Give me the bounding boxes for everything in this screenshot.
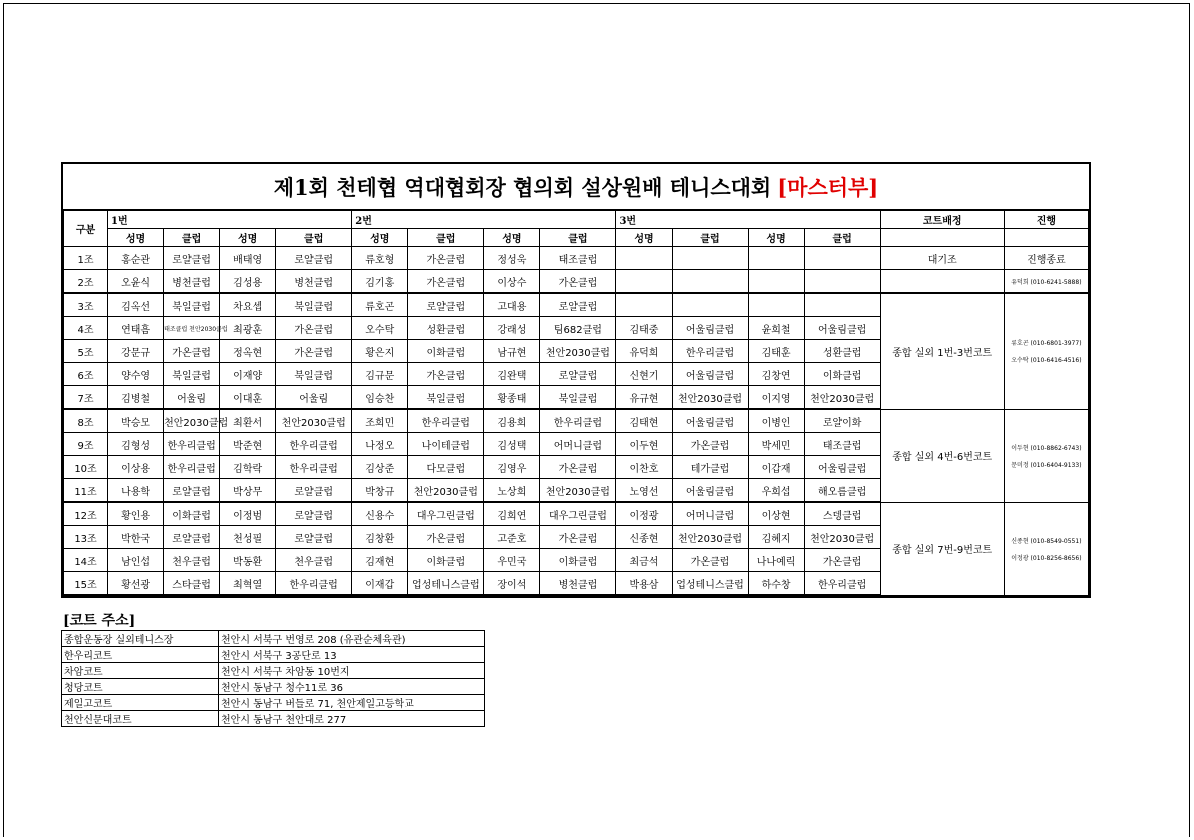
header-blank	[1004, 229, 1088, 247]
player-name: 고대용	[484, 293, 540, 317]
player-club: 천우클럽	[276, 549, 352, 572]
player-name: 김규문	[352, 363, 408, 386]
player-club: 가온클럽	[672, 549, 748, 572]
player-club: 가온클럽	[804, 549, 880, 572]
player-name: 박승모	[108, 409, 164, 433]
player-name: 최환서	[220, 409, 276, 433]
header-court-1: 1번	[108, 211, 352, 229]
player-club: 업성테니스클럽	[672, 572, 748, 596]
player-club: 로얄클럽	[276, 479, 352, 503]
court-place: 제일고코트	[62, 695, 219, 711]
player-club: 천안2030클럽	[164, 409, 220, 433]
player-name: 신종현	[616, 526, 672, 549]
player-club: 어울림클럽	[804, 317, 880, 340]
header-name: 성명	[616, 229, 672, 247]
player-club: 가온클럽	[408, 247, 484, 270]
player-name: 황은지	[352, 340, 408, 363]
header-group: 구분	[64, 211, 108, 247]
player-name: 유덕희	[616, 340, 672, 363]
player-club: 로얄이화	[804, 409, 880, 433]
group-label: 14조	[64, 549, 108, 572]
player-name: 이정범	[220, 502, 276, 526]
player-name: 배태영	[220, 247, 276, 270]
header-progress: 진행	[1004, 211, 1088, 229]
table-row	[64, 247, 1089, 270]
group-label: 6조	[64, 363, 108, 386]
player-club: 천안2030클럽	[540, 340, 616, 363]
header-club: 클럽	[540, 229, 616, 247]
court-address: 천안시 서북구 번영로 208 (유관순체육관)	[219, 631, 485, 647]
player-name: 하수창	[748, 572, 804, 596]
court-place: 차암코트	[62, 663, 219, 679]
player-club: 어울림클럽	[672, 317, 748, 340]
player-name: 류호곤	[352, 293, 408, 317]
player-name: 남인섭	[108, 549, 164, 572]
player-name: 신용수	[352, 502, 408, 526]
player-club: 로얄클럽	[276, 247, 352, 270]
contact-line: 이두현 (010-8862-6743)	[1011, 444, 1082, 452]
progress-contacts-g3	[1004, 409, 1088, 502]
player-club: 이화클럽	[408, 340, 484, 363]
group-label: 2조	[64, 270, 108, 294]
player-name	[616, 293, 672, 317]
player-name: 김태훈	[748, 340, 804, 363]
player-club: 한우리클럽	[276, 456, 352, 479]
player-club: 한우리클럽	[672, 340, 748, 363]
player-club: 로얄클럽	[276, 502, 352, 526]
player-club: 테가클럽	[672, 456, 748, 479]
player-name: 박세민	[748, 433, 804, 456]
contact-line: 류호곤 (010-6801-3977)	[1011, 340, 1082, 348]
player-name: 김용희	[484, 409, 540, 433]
player-name: 황종태	[484, 386, 540, 410]
player-name: 김병철	[108, 386, 164, 410]
player-club: 가온클럽	[164, 340, 220, 363]
player-name: 황인용	[108, 502, 164, 526]
address-row	[62, 647, 485, 663]
court-address: 천안시 동남구 천안대로 277	[219, 711, 485, 727]
contact-line: 오수탁 (010-6416-4516)	[1011, 357, 1082, 365]
player-club: 어울림클럽	[672, 479, 748, 503]
player-name: 김태현	[616, 409, 672, 433]
court-place: 천안신문대코트	[62, 711, 219, 727]
player-club: 어울림	[276, 386, 352, 410]
court-address: 천안시 서북구 차암동 10번지	[219, 663, 485, 679]
player-club: 태조클럽 천안2030클럽	[164, 317, 220, 340]
player-name: 이찬호	[616, 456, 672, 479]
group-label: 3조	[64, 293, 108, 317]
player-club: 한우리클럽	[540, 409, 616, 433]
player-name: 이재양	[220, 363, 276, 386]
player-name: 노상희	[484, 479, 540, 503]
player-name: 김기홍	[352, 270, 408, 294]
player-name: 이지영	[748, 386, 804, 410]
player-club: 어울림클럽	[804, 456, 880, 479]
table-row	[64, 502, 1089, 526]
player-name: 김완택	[484, 363, 540, 386]
court-place: 한우리코트	[62, 647, 219, 663]
player-club: 천안2030클럽	[540, 479, 616, 503]
player-name: 오윤식	[108, 270, 164, 294]
player-club: 업성테니스클럽	[408, 572, 484, 596]
player-name: 강문규	[108, 340, 164, 363]
progress-contacts-g4	[1004, 502, 1088, 595]
player-club: 어울림클럽	[672, 409, 748, 433]
player-name: 최금석	[616, 549, 672, 572]
player-club: 성환클럽	[804, 340, 880, 363]
player-club: 가온클럽	[276, 317, 352, 340]
player-club: 로얄클럽	[540, 363, 616, 386]
header-name: 성명	[352, 229, 408, 247]
player-club	[804, 270, 880, 294]
player-club: 한우리클럽	[408, 409, 484, 433]
player-club: 천안2030클럽	[672, 526, 748, 549]
player-name: 차요셉	[220, 293, 276, 317]
player-club: 로얄클럽	[164, 479, 220, 503]
player-club: 태조클럽	[540, 247, 616, 270]
court-assign-g1: 대기조	[880, 247, 1004, 270]
player-club	[672, 247, 748, 270]
player-name: 최광훈	[220, 317, 276, 340]
player-club: 다모클럽	[408, 456, 484, 479]
player-club: 이화클럽	[540, 549, 616, 572]
header-club: 클럽	[164, 229, 220, 247]
player-name: 양수영	[108, 363, 164, 386]
player-name: 노영선	[616, 479, 672, 503]
player-club: 한우리클럽	[276, 433, 352, 456]
player-club: 가온클럽	[540, 526, 616, 549]
player-club: 로얄클럽	[408, 293, 484, 317]
player-name: 이정광	[616, 502, 672, 526]
contact-line: 신종현 (010-8549-0551)	[1011, 537, 1082, 545]
player-name: 이상용	[108, 456, 164, 479]
player-name: 김태중	[616, 317, 672, 340]
player-name: 우민국	[484, 549, 540, 572]
player-club: 천안2030클럽	[672, 386, 748, 410]
header-name: 성명	[220, 229, 276, 247]
court-assign-g4: 종합 실외 7번-9번코트	[880, 502, 1004, 595]
group-label: 10조	[64, 456, 108, 479]
player-club	[672, 270, 748, 294]
player-name: 최혁열	[220, 572, 276, 596]
player-name	[616, 247, 672, 270]
player-name: 고준호	[484, 526, 540, 549]
player-club: 어머니클럽	[540, 433, 616, 456]
address-row	[62, 679, 485, 695]
progress-status-g1: 진행종료	[1004, 247, 1088, 270]
player-name: 이재갑	[352, 572, 408, 596]
player-club: 천안2030클럽	[408, 479, 484, 503]
player-club	[804, 247, 880, 270]
address-row	[62, 663, 485, 679]
player-name: 박창규	[352, 479, 408, 503]
address-title: [코트 주소]	[63, 613, 136, 629]
header-name: 성명	[108, 229, 164, 247]
player-name: 김성용	[220, 270, 276, 294]
header-blank	[880, 229, 1004, 247]
court-place: 종합운동장 실외테니스장	[62, 631, 219, 647]
player-name	[616, 270, 672, 294]
player-name: 이갑재	[748, 456, 804, 479]
player-name: 류호형	[352, 247, 408, 270]
player-name: 박준현	[220, 433, 276, 456]
player-club: 스타클럽	[164, 572, 220, 596]
player-club: 천우클럽	[164, 549, 220, 572]
address-row	[62, 631, 485, 647]
player-name: 박용삼	[616, 572, 672, 596]
header-name: 성명	[484, 229, 540, 247]
player-name: 임승찬	[352, 386, 408, 410]
player-club: 북일클럽	[408, 386, 484, 410]
table-row	[64, 270, 1089, 294]
player-name: 남규현	[484, 340, 540, 363]
player-club: 해오름클럽	[804, 479, 880, 503]
group-label: 15조	[64, 572, 108, 596]
player-name: 이상수	[484, 270, 540, 294]
group-label: 4조	[64, 317, 108, 340]
court-place: 청당코트	[62, 679, 219, 695]
player-name: 김옥선	[108, 293, 164, 317]
contact-line: 이정광 (010-8256-8656)	[1011, 554, 1082, 562]
group-label: 5조	[64, 340, 108, 363]
player-club: 이화클럽	[804, 363, 880, 386]
player-club: 병천클럽	[540, 572, 616, 596]
group-label: 9조	[64, 433, 108, 456]
player-club: 한우리클럽	[276, 572, 352, 596]
court-address: 천안시 서북구 3공단로 13	[219, 647, 485, 663]
player-club: 한우리클럽	[164, 456, 220, 479]
group-label: 1조	[64, 247, 108, 270]
player-name	[748, 247, 804, 270]
player-name: 강래성	[484, 317, 540, 340]
player-name: 나정오	[352, 433, 408, 456]
player-name: 김형성	[108, 433, 164, 456]
draw-grid	[63, 210, 1089, 596]
page-title	[63, 164, 1089, 210]
player-club: 천안2030클럽	[804, 526, 880, 549]
player-club: 가온클럽	[408, 270, 484, 294]
header-court-assign: 코트배정	[880, 211, 1004, 229]
player-name: 박동환	[220, 549, 276, 572]
player-name: 홍순관	[108, 247, 164, 270]
player-club: 천안2030클럽	[804, 386, 880, 410]
player-club: 성환클럽	[408, 317, 484, 340]
player-club: 북일클럽	[276, 293, 352, 317]
player-club: 로얄클럽	[164, 247, 220, 270]
player-name: 김성택	[484, 433, 540, 456]
player-club: 대우그린클럽	[408, 502, 484, 526]
player-name: 박상무	[220, 479, 276, 503]
player-name: 김창환	[352, 526, 408, 549]
player-name: 정성욱	[484, 247, 540, 270]
player-club: 어울림클럽	[672, 363, 748, 386]
contact-line: 문미정 (010-6404-9133)	[1011, 461, 1082, 469]
player-club: 어머니클럽	[672, 502, 748, 526]
player-club	[672, 293, 748, 317]
draw-table	[61, 162, 1091, 598]
player-name: 김희연	[484, 502, 540, 526]
group-label: 7조	[64, 386, 108, 410]
header-club: 클럽	[276, 229, 352, 247]
player-name	[748, 293, 804, 317]
player-club: 로얄클럽	[276, 526, 352, 549]
player-club: 이화클럽	[164, 502, 220, 526]
player-name: 김혜지	[748, 526, 804, 549]
court-assign-g2: 종합 실외 1번-3번코트	[880, 293, 1004, 409]
address-table	[61, 630, 485, 727]
player-name: 천성필	[220, 526, 276, 549]
table-row	[64, 293, 1089, 317]
player-club: 북일클럽	[164, 363, 220, 386]
group-label: 8조	[64, 409, 108, 433]
player-club: 가온클럽	[276, 340, 352, 363]
group-label: 12조	[64, 502, 108, 526]
player-club: 나이테클럽	[408, 433, 484, 456]
player-club: 가온클럽	[672, 433, 748, 456]
player-club: 병천클럽	[276, 270, 352, 294]
address-row	[62, 695, 485, 711]
court-address: 천안시 동남구 청수11로 36	[219, 679, 485, 695]
court-assign-g1-cont	[880, 270, 1004, 294]
player-club: 가온클럽	[540, 456, 616, 479]
player-name: 박한국	[108, 526, 164, 549]
player-name: 오수탁	[352, 317, 408, 340]
player-name: 윤희철	[748, 317, 804, 340]
player-club: 가온클럽	[540, 270, 616, 294]
header-club: 클럽	[408, 229, 484, 247]
court-address: 천안시 동남구 버들로 71, 천안제일고등학교	[219, 695, 485, 711]
player-club: 북일클럽	[540, 386, 616, 410]
player-name: 황선광	[108, 572, 164, 596]
player-club: 한우리클럽	[164, 433, 220, 456]
player-name: 정옥현	[220, 340, 276, 363]
header-court-2: 2번	[352, 211, 616, 229]
player-club: 스뎅클럽	[804, 502, 880, 526]
player-name	[748, 270, 804, 294]
progress-contact-g1: 유덕희 (010-6241-5888)	[1004, 270, 1088, 294]
player-name: 김재현	[352, 549, 408, 572]
player-name: 김학락	[220, 456, 276, 479]
title-main: 제1회 천테협 역대협회장 협의회 설상원배 테니스대회	[273, 174, 772, 200]
group-label: 11조	[64, 479, 108, 503]
header-name: 성명	[748, 229, 804, 247]
player-name: 이두현	[616, 433, 672, 456]
table-row	[64, 409, 1089, 433]
player-club: 로얄클럽	[164, 526, 220, 549]
player-name: 이병인	[748, 409, 804, 433]
progress-contacts-g2	[1004, 293, 1088, 409]
player-name: 조희민	[352, 409, 408, 433]
player-name: 우희섭	[748, 479, 804, 503]
header-court-3: 3번	[616, 211, 880, 229]
player-club: 한우리클럽	[804, 572, 880, 596]
header-club: 클럽	[672, 229, 748, 247]
player-name: 나나예릭	[748, 549, 804, 572]
player-name: 연태흠	[108, 317, 164, 340]
player-name: 이대훈	[220, 386, 276, 410]
player-club: 병천클럽	[164, 270, 220, 294]
player-club: 북일클럽	[164, 293, 220, 317]
player-name: 김창연	[748, 363, 804, 386]
player-club: 가온클럽	[408, 363, 484, 386]
address-row	[62, 711, 485, 727]
player-club: 북일클럽	[276, 363, 352, 386]
group-label: 13조	[64, 526, 108, 549]
player-club: 가온클럽	[408, 526, 484, 549]
title-division: [마스터부]	[777, 174, 879, 200]
player-name: 나용학	[108, 479, 164, 503]
player-club: 태조클럽	[804, 433, 880, 456]
player-club: 팀682클럽	[540, 317, 616, 340]
player-name: 신현기	[616, 363, 672, 386]
player-club: 대우그린클럽	[540, 502, 616, 526]
player-name: 유규현	[616, 386, 672, 410]
header-club: 클럽	[804, 229, 880, 247]
player-club	[804, 293, 880, 317]
player-club: 천안2030클럽	[276, 409, 352, 433]
player-name: 이상현	[748, 502, 804, 526]
player-name: 김영우	[484, 456, 540, 479]
player-club: 로얄클럽	[540, 293, 616, 317]
player-club: 이화클럽	[408, 549, 484, 572]
player-name: 장이석	[484, 572, 540, 596]
player-name: 김상준	[352, 456, 408, 479]
player-club: 어울림	[164, 386, 220, 410]
court-assign-g3: 종합 실외 4번-6번코트	[880, 409, 1004, 502]
